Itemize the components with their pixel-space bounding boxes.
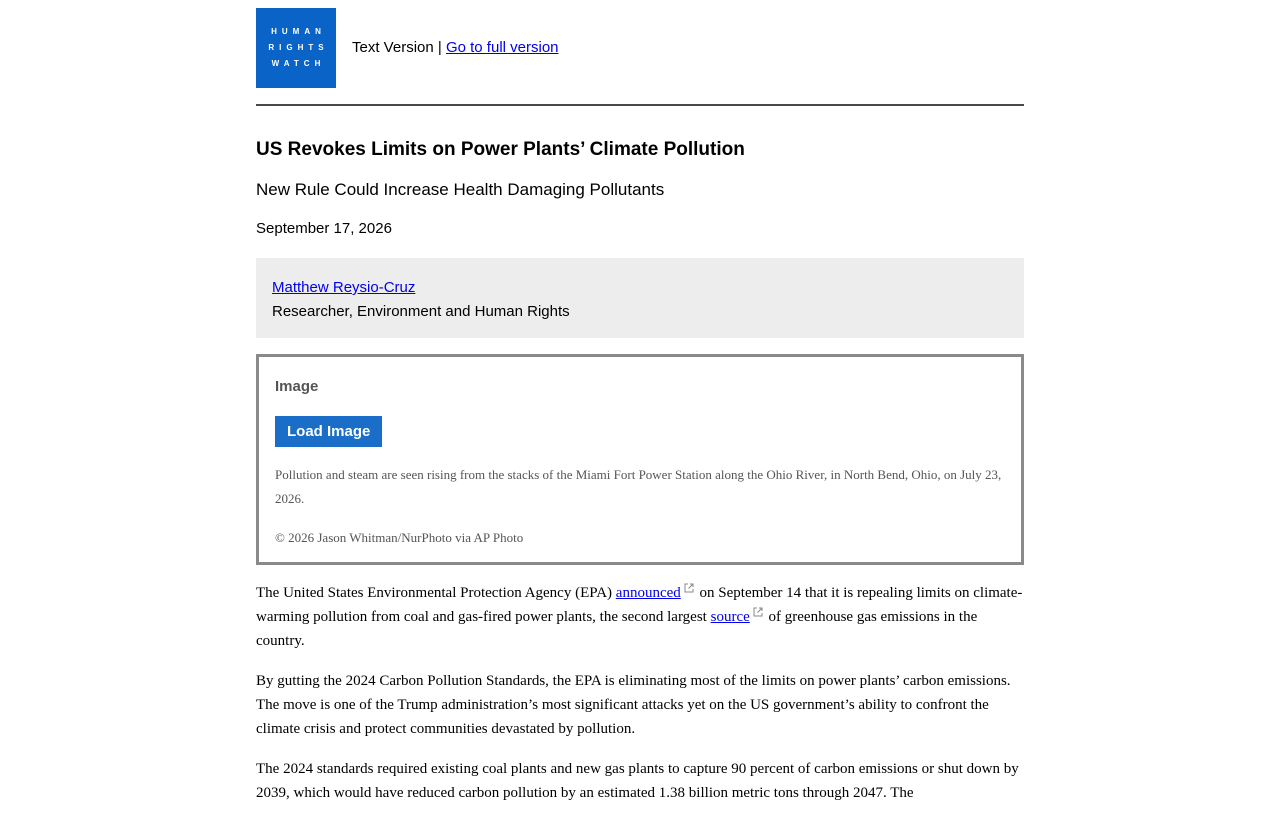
image-caption: Pollution and steam are seen rising from the stacks of the Miami Fort Power Station along the Ohio River, in North Bend, Ohio, on July 23, 2026.: [275, 467, 1002, 506]
paragraph-1: [256, 581, 1024, 653]
full-version-link[interactable]: Go to full version: [445, 39, 559, 56]
image-credit: © 2026 Jason Whitman/NurPhoto via AP Photo: [275, 530, 524, 545]
text-version-label: Text Version |: [352, 39, 442, 56]
logo-line-1: HUMAN: [271, 27, 326, 36]
author-box: [256, 258, 1024, 338]
author-role: Researcher, Environment and Human Rights: [272, 303, 570, 320]
article-subtitle: New Rule Could Increase Health Damaging Pollutants: [256, 180, 665, 199]
external-link-icon: [753, 607, 763, 617]
article-body: [256, 581, 1024, 821]
p1-text-c: of greenhouse gas emissions in the country.: [256, 609, 978, 649]
page: [256, 8, 1024, 801]
source-link[interactable]: source: [710, 609, 750, 625]
version-switcher: [352, 39, 559, 57]
author-name-link[interactable]: Matthew Reysio-Cruz: [272, 279, 416, 296]
hrw-logo[interactable]: [256, 8, 336, 88]
load-image-button[interactable]: Load Image: [275, 416, 382, 447]
logo-line-2: RIGHTS: [268, 43, 329, 52]
image-placeholder: [256, 354, 1024, 565]
image-label: Image: [275, 378, 319, 395]
logo-line-3: WATCH: [271, 59, 326, 68]
header-divider: [256, 104, 1024, 106]
announced-link[interactable]: announced: [615, 585, 681, 601]
article-title: US Revokes Limits on Power Plants’ Climate Pollution: [256, 139, 745, 160]
p1-text-a: The United States Environmental Protection Agency (EPA): [256, 585, 616, 601]
site-header: [256, 8, 1024, 88]
external-link-icon: [684, 583, 694, 593]
paragraph-3: The 2024 standards required existing coal plants and new gas plants to capture 90 percent of carbon emissions or shut down by 2039, which would have reduced carbon pollution by an estimated 1.38 billion metric tons through 2047. The: [256, 761, 1019, 801]
p1-text-b: on September 14 that it is repealing limits on climate-warming pollution from coal and gas-fired power plants, the second largest: [256, 585, 1023, 625]
article-date: September 17, 2026: [256, 220, 392, 237]
paragraph-2: By gutting the 2024 Carbon Pollution Standards, the EPA is eliminating most of the limits on power plants’ carbon emissions. The move is one of the Trump administration’s most significant attacks yet on the US government’s ability to confront the climate crisis and protect communities devastated by pollution.: [256, 673, 1011, 737]
